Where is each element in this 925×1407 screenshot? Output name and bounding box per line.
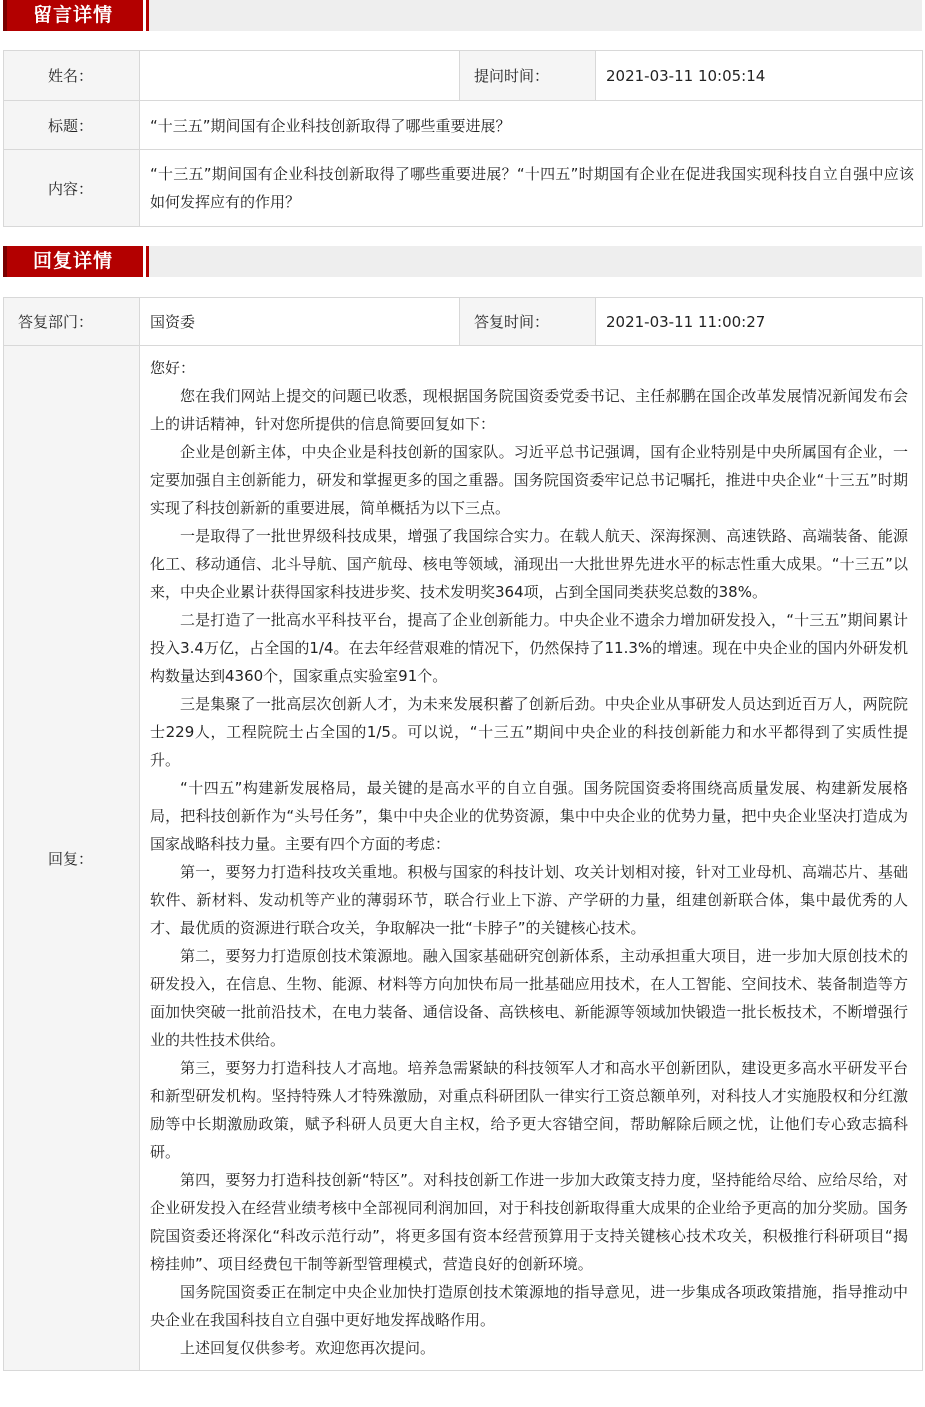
reply-paragraph: 企业是创新主体，中央企业是科技创新的国家队。习近平总书记强调，国有企业特别是中央所属国有企业，一定要加强自主创新能力，研发和掌握更多的国之重器。国务院国资委牢记总书记嘱托，推进中央企业“十三五”时期实现了科技创新新的重要进展，简单概括为以下三点。 — [150, 443, 908, 517]
reply-paragraph: 第二，要努力打造原创技术策源地。融入国家基础研究创新体系，主动承担重大项目，进一步加大原创技术的研发投入，在信息、生物、能源、材料等方向加快布局一批基础应用技术，在人工智能、空间技术、装备制造等方面加快突破一批前沿技术，在电力装备、通信设备、高铁核电、新能源等领域加快锻造一批长板技术，不断增强行业的共性技术供给。 — [150, 947, 908, 1049]
reply-time-value: 2021-03-11 11:00:27 — [596, 298, 923, 346]
reply-paragraph: 一是取得了一批世界级科技成果，增强了我国综合实力。在载人航天、深海探测、高速铁路、高端装备、能源化工、移动通信、北斗导航、国产航母、核电等领域，涌现出一大批世界先进水平的标志性重大成果。“十三五”以来，中央企业累计获得国家科技进步奖、技术发明奖364项，占到全国同类获奖总数的38%。 — [150, 527, 908, 601]
reply-paragraph: 您在我们网站上提交的问题已收悉，现根据国务院国资委党委书记、主任郝鹏在国企改革发展情况新闻发布会上的讲话精神，针对您所提供的信息简要回复如下： — [150, 387, 908, 433]
reply-paragraph: 国务院国资委正在制定中央企业加快打造原创技术策源地的指导意见，进一步集成各项政策措施，指导推动中央企业在我国科技自立自强中更好地发挥战略作用。 — [150, 1283, 908, 1329]
reply-body — [140, 346, 923, 1371]
reply-section-header — [3, 246, 922, 277]
reply-section — [0, 246, 925, 1371]
reply-paragraph: 第一，要努力打造科技攻关重地。积极与国家的科技计划、攻关计划相对接，针对工业母机、高端芯片、基础软件、新材料、发动机等产业的薄弱环节，联合行业上下游、产学研的力量，组建创新联合体，集中最优秀的人才、最优质的资源进行联合攻关，争取解决一批“卡脖子”的关键核心技术。 — [150, 863, 908, 937]
dept-row — [4, 298, 923, 346]
message-table — [3, 50, 923, 227]
subject-value: “十三五”期间国有企业科技创新取得了哪些重要进展？ — [140, 101, 923, 150]
message-section-header — [3, 0, 922, 31]
reply-paragraph: 上述回复仅供参考。欢迎您再次提问。 — [180, 1339, 436, 1357]
message-section — [0, 0, 925, 227]
reply-greeting: 您好： — [150, 359, 196, 377]
content-row — [4, 150, 923, 227]
reply-time-label: 答复时间： — [460, 298, 596, 346]
ask-time-value: 2021-03-11 10:05:14 — [596, 51, 923, 101]
reply-label: 回复： — [4, 346, 140, 1371]
content-value: “十三五”期间国有企业科技创新取得了哪些重要进展？“十四五”时期国有企业在促进我国实现科技自立自强中应该如何发挥应有的作用？ — [140, 150, 923, 227]
dept-label: 答复部门： — [4, 298, 140, 346]
name-label: 姓名： — [4, 51, 140, 101]
name-row — [4, 51, 923, 101]
reply-table — [3, 297, 923, 1371]
content-label: 内容： — [4, 150, 140, 227]
reply-section-title: 回复详情 — [33, 250, 114, 272]
reply-paragraph: “十四五”构建新发展格局，最关键的是高水平的自立自强。国务院国资委将围绕高质量发展、构建新发展格局，把科技创新作为“头号任务”，集中中央企业的优势资源，集中中央企业的优势力量，把中央企业坚决打造成为国家战略科技力量。主要有四个方面的考虑： — [150, 779, 908, 853]
subject-label: 标题： — [4, 101, 140, 150]
name-value — [140, 51, 460, 101]
reply-paragraph: 二是打造了一批高水平科技平台，提高了企业创新能力。中央企业不遗余力增加研发投入，“十三五”期间累计投入3.4万亿，占全国的1/4。在去年经营艰难的情况下，仍然保持了11.3%的增速。现在中央企业的国内外研发机构数量达到4360个，国家重点实验室91个。 — [150, 611, 908, 685]
ask-time-label: 提问时间： — [460, 51, 596, 101]
reply-row — [4, 346, 923, 1371]
dept-value: 国资委 — [140, 298, 460, 346]
subject-row — [4, 101, 923, 150]
reply-paragraph: 第四，要努力打造科技创新“特区”。对科技创新工作进一步加大政策支持力度，坚持能给尽给、应给尽给，对企业研发投入在经营业绩考核中全部视同利润加回，对于科技创新取得重大成果的企业给予更高的加分奖励。国务院国资委还将深化“科改示范行动”，将更多国有资本经营预算用于支持关键核心技术攻关，积极推行科研项目“揭榜挂帅”、项目经费包干制等新型管理模式，营造良好的创新环境。 — [150, 1171, 908, 1273]
message-section-title: 留言详情 — [33, 4, 114, 26]
reply-paragraph: 第三，要努力打造科技人才高地。培养急需紧缺的科技领军人才和高水平创新团队，建设更多高水平研发平台和新型研发机构。坚持特殊人才特殊激励，对重点科研团队一律实行工资总额单列，对科技人才实施股权和分红激励等中长期激励政策，赋予科研人员更大自主权，给予更大容错空间，帮助解除后顾之忧，让他们专心致志搞科研。 — [150, 1059, 908, 1161]
reply-paragraph: 三是集聚了一批高层次创新人才，为未来发展积蓄了创新后劲。中央企业从事研发人员达到近百万人，两院院士229人，工程院院士占全国的1/5。可以说，“十三五”期间中央企业的科技创新能力和水平都得到了实质性提升。 — [150, 695, 908, 769]
